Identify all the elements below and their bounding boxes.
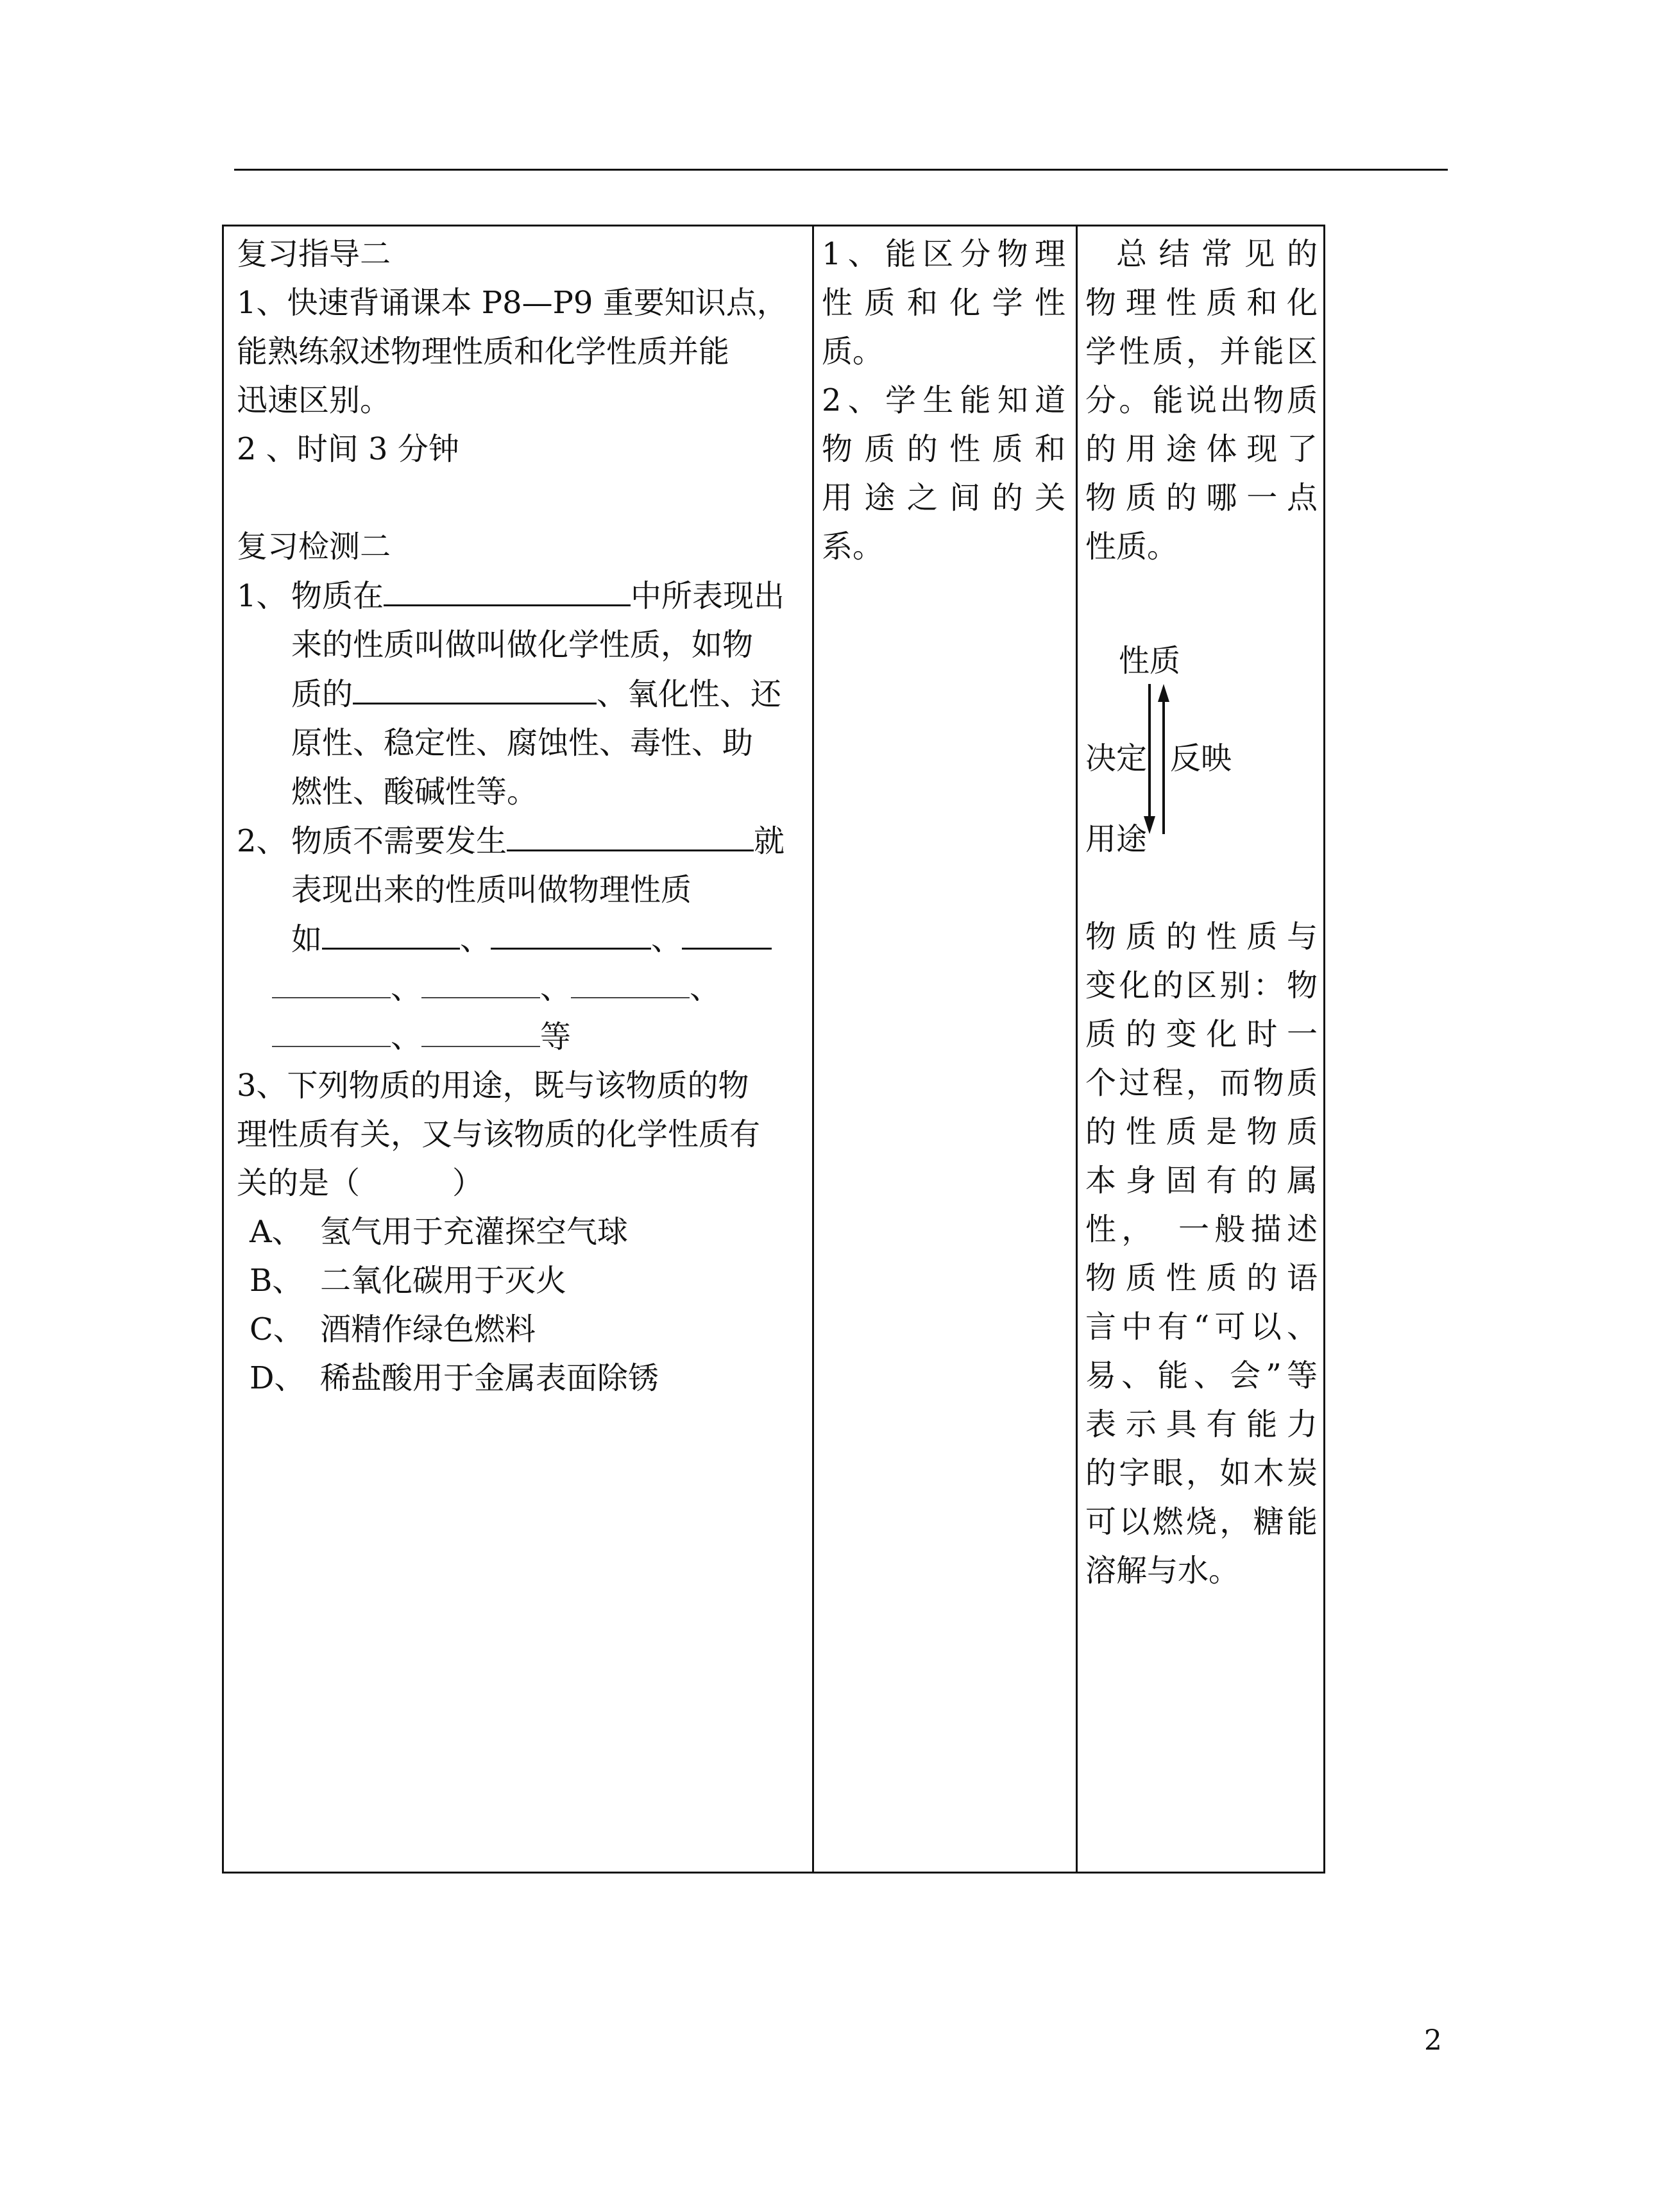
option-c[interactable]: C、 酒精作绿色燃料: [250, 1311, 536, 1347]
column-divider: [1076, 226, 1078, 1872]
lesson-table: [222, 225, 1325, 1874]
objective-line: 1、能区分物理: [822, 236, 1065, 272]
option-d[interactable]: D、 稀盐酸用于金属表面除锈: [250, 1360, 659, 1396]
note-line: 易、能、会”等: [1085, 1358, 1318, 1394]
note-line: 本身固有的属: [1085, 1163, 1318, 1199]
question-3-line: 3、下列物质的用途，既与该物质的物: [237, 1068, 749, 1104]
fill-blank[interactable]: [682, 914, 772, 950]
guide-title: 复习指导二: [237, 236, 391, 272]
review-content-cell: 复习指导二 1、快速背诵课本 P8—P9 重要知识点， 能熟练叙述物理性质和化学性质并能 迅速区别。 2 、时间 3 分钟 复习检测二 1、 物质在 中所表现出 来的性质叫做叫做化学性质，如物 质的 、氧化性、还 原性、稳定性、腐蚀性、毒性、助 燃性、酸碱性等。 2、 物质不需要发生 就 表现出来的性质叫做物理性质 如 、 、 、 、 、 、 等 3、下列物质的用途，既与该物质的物 理性质有关，又与该物质的化学性质有 关的是（ ） A、 氢气用于充灌探空气球 B、 二氧化碳用于灭火 C、 酒精作绿色燃料 D、 稀盐酸用于金属表面除锈: [237, 226, 804, 1872]
option-a[interactable]: A、 氢气用于充灌探空气球: [250, 1214, 629, 1250]
summary-line: 总结常见的: [1116, 236, 1318, 272]
note-line: 言中有“可以、: [1085, 1309, 1318, 1345]
fill-blank[interactable]: [421, 966, 540, 998]
summary-line: 性质。: [1085, 529, 1178, 565]
question-3-line: 关的是（ ）: [237, 1165, 484, 1201]
fill-blank[interactable]: [272, 1015, 391, 1047]
fill-blank[interactable]: [507, 816, 754, 851]
objective-line: 系。: [822, 529, 884, 565]
question-3-line: 理性质有关，又与该物质的化学性质有: [237, 1116, 761, 1152]
note-line: 物质的性质与: [1085, 919, 1318, 955]
fill-blank[interactable]: [272, 966, 391, 998]
check-title: 复习检测二: [237, 529, 391, 565]
notes-cell: [1085, 226, 1318, 1872]
objective-line: 质。: [822, 334, 884, 370]
guide-item-1-line: 1、快速背诵课本 P8—P9 重要知识点，: [237, 285, 788, 321]
question-2: 2、 物质不需要发生 就: [237, 816, 804, 866]
diagram-top-label: 性质: [1119, 643, 1181, 679]
note-line: 变化的区别：物: [1085, 968, 1318, 1003]
guide-item-2: 2 、时间 3 分钟: [237, 431, 459, 467]
column-divider: [812, 226, 814, 1872]
question-number: 1、: [237, 578, 287, 614]
page-number: 2: [1424, 2024, 1442, 2057]
guide-item-1-line: 能熟练叙述物理性质和化学性质并能: [237, 334, 730, 370]
objective-line: 2、学生能知道: [822, 382, 1065, 418]
note-line: 性， 一般描述: [1085, 1211, 1318, 1247]
diagram-left-label: 决定: [1085, 740, 1148, 776]
header-rule: [234, 169, 1448, 171]
fill-blank[interactable]: [353, 669, 597, 704]
question-1: 1、 物质在 中所表现出: [237, 571, 804, 620]
summary-line: 的用途体现了: [1085, 431, 1318, 467]
property-use-diagram: [1085, 571, 1318, 815]
option-b[interactable]: B、 二氧化碳用于灭火: [250, 1263, 567, 1299]
fill-blank[interactable]: [322, 914, 460, 950]
fill-blank[interactable]: [421, 1015, 540, 1047]
summary-line: 学性质，并能区: [1085, 334, 1318, 370]
objective-line: 物质的性质和: [822, 431, 1065, 467]
summary-line: 分。能说出物质: [1085, 382, 1318, 418]
objective-line: 用途之间的关: [822, 480, 1065, 516]
note-line: 物质性质的语: [1085, 1260, 1318, 1296]
fill-blank[interactable]: [571, 966, 690, 998]
summary-line: 物质的哪一点: [1085, 480, 1318, 516]
note-line: 表示具有能力: [1085, 1406, 1318, 1442]
note-line: 溶解与水。: [1085, 1553, 1240, 1589]
diagram-bottom-label: 用途: [1085, 821, 1148, 857]
note-line: 的字眼，如木炭: [1085, 1455, 1318, 1491]
guide-item-1-line: 迅速区别。: [237, 382, 391, 418]
bidirectional-arrows-icon: [1143, 681, 1175, 837]
diagram-right-label: 反映: [1170, 740, 1232, 776]
note-line: 的性质是物质: [1085, 1114, 1318, 1150]
fill-blank[interactable]: [491, 914, 651, 950]
objective-line: 性质和化学性: [822, 285, 1065, 321]
note-line: 个过程，而物质: [1085, 1065, 1318, 1101]
summary-line: 物理性质和化: [1085, 285, 1318, 321]
question-number: 2、: [237, 823, 287, 859]
note-line: 可以燃烧，糖能: [1085, 1504, 1318, 1540]
note-line: 质的变化时一: [1085, 1016, 1318, 1052]
objectives-cell: [822, 226, 1065, 1872]
fill-blank[interactable]: [384, 571, 631, 606]
